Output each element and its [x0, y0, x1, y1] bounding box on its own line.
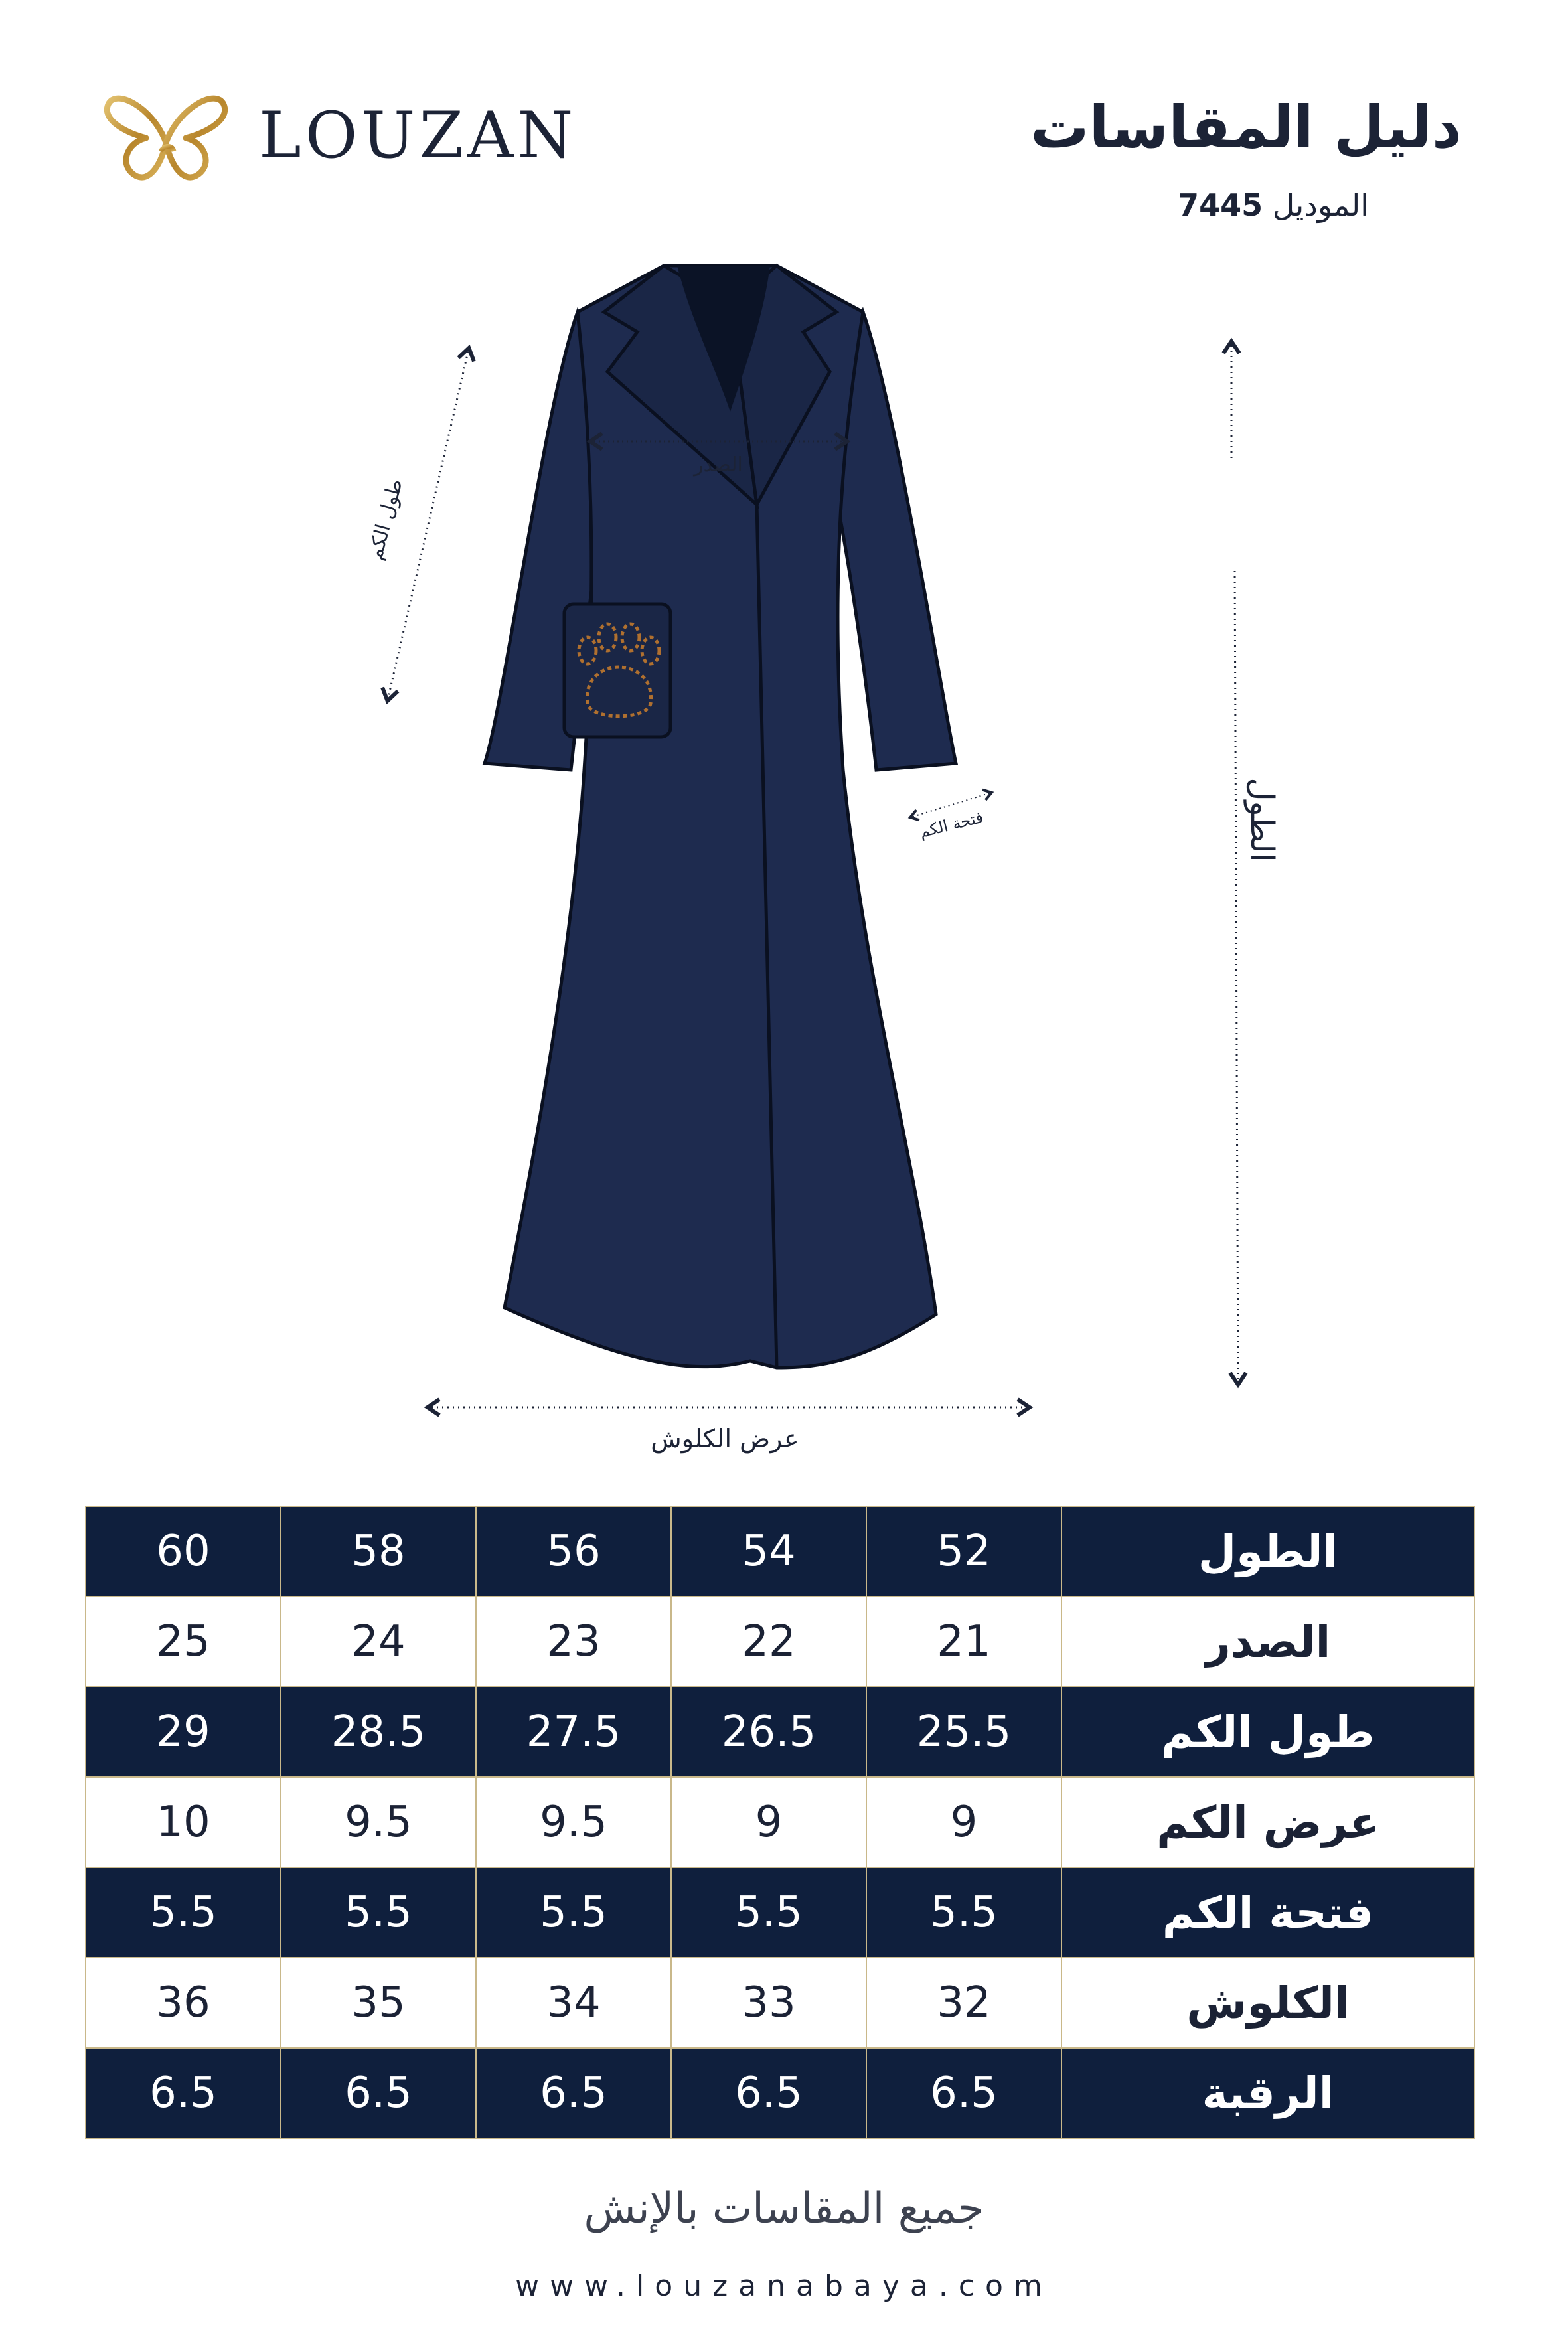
sleeve-length-label: طول الكم [363, 476, 408, 563]
row-label: عرض الكم [1061, 1777, 1474, 1867]
table-row [86, 2048, 1474, 2138]
row-label: فتحة الكم [1061, 1867, 1474, 1958]
abaya-coat [485, 266, 956, 1368]
table-cell: 10 [86, 1777, 281, 1867]
table-cell: 56 [476, 1506, 671, 1597]
model-number: 7445 [1178, 187, 1263, 223]
model-label: الموديل [1272, 187, 1369, 223]
table-cell: 52 [866, 1506, 1061, 1597]
table-cell: 23 [476, 1597, 671, 1687]
row-label: طول الكم [1061, 1687, 1474, 1777]
table-row [86, 1597, 1474, 1687]
table-cell: 32 [866, 1958, 1061, 2048]
table-cell: 21 [866, 1597, 1061, 1687]
table-cell: 9 [671, 1777, 866, 1867]
size-chart-table [85, 1506, 1475, 2139]
table-cell: 5.5 [866, 1867, 1061, 1958]
table-cell: 58 [281, 1506, 476, 1597]
flare-width-label: عرض الكلوش [651, 1424, 799, 1453]
table-cell: 28.5 [281, 1687, 476, 1777]
table-cell: 24 [281, 1597, 476, 1687]
table-cell: 26.5 [671, 1687, 866, 1777]
table-row [86, 1777, 1474, 1867]
table-cell: 5.5 [476, 1867, 671, 1958]
table-cell: 25 [86, 1597, 281, 1687]
chest-label: الصدر [694, 453, 743, 477]
brand-name: LOUZAN [259, 98, 578, 173]
page-title: دليل المقاسات [1030, 93, 1462, 161]
table-cell: 22 [671, 1597, 866, 1687]
table-cell: 5.5 [671, 1867, 866, 1958]
row-label: الطول [1061, 1506, 1474, 1597]
table-row [86, 1687, 1474, 1777]
table-cell: 6.5 [476, 2048, 671, 2138]
table-cell: 9.5 [281, 1777, 476, 1867]
table-cell: 54 [671, 1506, 866, 1597]
table-cell: 25.5 [866, 1687, 1061, 1777]
table-cell: 60 [86, 1506, 281, 1597]
table-row [86, 1867, 1474, 1958]
table-cell: 27.5 [476, 1687, 671, 1777]
table-cell: 36 [86, 1958, 281, 2048]
row-label: الصدر [1061, 1597, 1474, 1687]
row-label: الكلوش [1061, 1958, 1474, 2048]
website-link[interactable]: www.louzanabaya.com [515, 2269, 1053, 2303]
brand-logo [100, 80, 578, 193]
table-cell: 6.5 [866, 2048, 1061, 2138]
model-line [1178, 187, 1369, 223]
units-note: جميع المقاسات بالإنش [584, 2184, 984, 2233]
table-cell: 5.5 [281, 1867, 476, 1958]
row-label: الرقبة [1061, 2048, 1474, 2138]
sleeve-opening-label: فتحة الكم [917, 807, 985, 842]
table-cell: 6.5 [671, 2048, 866, 2138]
butterfly-icon [100, 80, 232, 193]
table-cell: 9.5 [476, 1777, 671, 1867]
length-label: الطول [1243, 777, 1281, 862]
table-cell: 6.5 [281, 2048, 476, 2138]
table-cell: 35 [281, 1958, 476, 2048]
table-cell: 9 [866, 1777, 1061, 1867]
table-cell: 29 [86, 1687, 281, 1777]
garment-diagram [0, 239, 1568, 1487]
table-cell: 6.5 [86, 2048, 281, 2138]
table-row [86, 1506, 1474, 1597]
table-cell: 33 [671, 1958, 866, 2048]
table-cell: 34 [476, 1958, 671, 2048]
table-cell: 5.5 [86, 1867, 281, 1958]
table-row [86, 1958, 1474, 2048]
